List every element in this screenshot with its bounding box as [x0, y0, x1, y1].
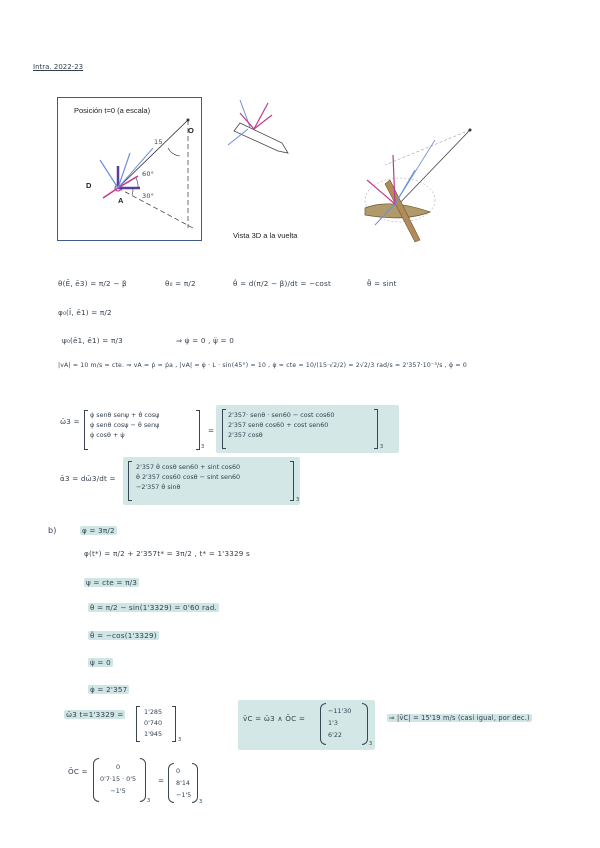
oc2-row: 8'14 [176, 779, 190, 787]
alpha-matrix [136, 462, 240, 492]
theta-ddot: θ̈ = sint [367, 279, 397, 288]
omega-left-row: φ̇ cosθ + ψ̇ [90, 431, 125, 439]
vc-row: 6'22 [328, 731, 342, 739]
t-star: φ(t*) = π/2 + 2'357t* = 3π/2 , t* = 1'3329 s [84, 549, 250, 558]
theta-def: θ(Ē, ē3) = π/2 − β [58, 279, 127, 288]
omega-right-bracket-close [374, 409, 378, 449]
psi-value-text: ψ = cte = π/3 [86, 578, 138, 587]
vc-magnitude-text: ⇒ |v̄C| = 15'19 m/s (casi igual, por dec.) [389, 714, 530, 722]
oc-label: ŌC = [68, 767, 88, 776]
basis-subscript: 3 [380, 444, 384, 450]
oc1-paren-close [140, 758, 146, 802]
basis-subscript: 3 [178, 737, 182, 743]
theta-dot-value-text: θ̇ = −cos(1'3329) [90, 631, 157, 640]
view3d-caption: Vista 3D a la vuelta [233, 231, 298, 240]
theta-initial: θ₀ = π/2 [165, 279, 196, 288]
scale-figure-drawing [58, 98, 203, 242]
omega-t-bracket-open [136, 706, 140, 742]
omega-left-matrix [90, 410, 159, 440]
basis-subscript: 3 [296, 497, 300, 503]
basis-subscript: 3 [147, 798, 151, 804]
basis-subscript: 3 [199, 799, 203, 805]
oc1-row: 0 [115, 763, 121, 771]
alpha-bracket-open [128, 461, 132, 501]
velocity-condition: |vA| = 10 m/s = cte. ⇒ vA = ṗ = ṗa , |vA| = φ̇ · L · sin(45°) = 10 , φ̇ = cte = 10/(15·√2/2) = 2√2/3 rad/s = 2'357·10⁻³/s , φ̈ = 0 [58, 362, 467, 369]
phi-value [80, 526, 117, 535]
vc-label: v̄C = ω̄3 ∧ ŌC = [243, 714, 306, 723]
phi-dot-value [88, 685, 129, 694]
omega-t-matrix [144, 707, 162, 740]
psi-dot-value [88, 658, 113, 667]
psi-dot-value-text: ψ̇ = 0 [90, 658, 111, 667]
sheet-title: Intra. 2022-23 [33, 63, 84, 71]
oc2-matrix [176, 765, 191, 801]
omega-equals: = [208, 426, 215, 435]
vc-paren-open [320, 703, 326, 745]
theta-value [88, 603, 219, 612]
alpha-label: ᾱ3 = dω̄3/dt = [60, 474, 116, 483]
vc-paren-close [362, 703, 368, 745]
alpha-row: −2'357 θ̇ sinθ [136, 483, 181, 491]
psi-derivatives: ⇒ ψ̇ = 0 , ψ̈ = 0 [176, 336, 234, 345]
vc-magnitude [387, 714, 532, 722]
basis-subscript: 3 [369, 741, 373, 747]
oc-equals: = [158, 776, 165, 785]
oc2-row: 0 [176, 767, 181, 775]
phi-value-text: φ = 3π/2 [82, 526, 115, 535]
theta-dot: θ̇ = d(π/2 − β)/dt = −cost [233, 279, 331, 288]
omega-t-bracket-close [172, 706, 176, 742]
angle-30-label: 30° [142, 192, 155, 200]
oc1-matrix [100, 761, 136, 797]
omega-right-matrix [228, 410, 334, 440]
phi-dot-value-text: φ̇ = 2'357 [90, 685, 128, 694]
oc2-paren-open [168, 763, 174, 803]
scale-figure [57, 97, 202, 241]
omega-t-row: 1'285 [144, 708, 163, 716]
psi-value [84, 578, 139, 587]
point-a-label: A [118, 196, 124, 205]
omega-right-row: 2'357 senθ cos60 + cost sen60 [228, 421, 329, 429]
oc2-row: −1'5 [176, 791, 192, 799]
vc-row: −11'30 [328, 707, 352, 715]
alpha-row: θ̇ 2'357 cos60 cosθ − sint sen60 [136, 473, 241, 481]
alpha-row: 2'357 θ̇ cosθ sen60 + sint cos60 [136, 463, 241, 471]
length-15-label: 15 [154, 138, 163, 146]
omega-left-bracket-open [84, 410, 88, 450]
oc2-paren-close [192, 763, 198, 803]
omega-left-row: φ̇ senθ senψ + θ̇ cosψ [90, 411, 160, 419]
aircraft-sketch [220, 95, 300, 165]
point-o-label: O [188, 126, 194, 135]
scale-figure-caption: Posición t=0 (a escala) [74, 106, 151, 115]
vc-row: 1'3 [328, 719, 338, 727]
oc1-paren-open [93, 758, 99, 802]
alpha-bracket-close [290, 461, 294, 501]
part-b-label: b) [48, 526, 57, 535]
vc-highlight [238, 700, 375, 750]
theta-dot-value [88, 631, 159, 640]
point-d-label: D [86, 181, 92, 190]
omega-right-bracket-open [222, 409, 226, 449]
omega-left-row: φ̇ senθ cosψ − θ̇ senψ [90, 421, 160, 429]
omega-left-bracket-close [196, 410, 200, 450]
oc1-row: −1'5 [110, 787, 126, 795]
omega-right-row: 2'357· senθ · sen60 − cost cos60 [228, 411, 335, 419]
basis-subscript: 3 [201, 444, 205, 450]
view3d-drawing [345, 100, 475, 250]
vc-matrix [328, 705, 351, 741]
omega-t-row: 1'945 [144, 730, 163, 738]
omega-t-label [64, 710, 125, 719]
omega-right-row: 2'357 cosθ [228, 431, 263, 439]
angle-60-label: 60° [142, 170, 155, 178]
omega-t-row: 0'740 [144, 719, 163, 727]
omega-label: ω̄3 = [60, 417, 80, 426]
phi-initial: φ₀(Ī, ē1) = π/2 [58, 308, 112, 317]
psi-initial: ψ₀(ē1, ē1) = π/3 [62, 336, 123, 345]
omega-t-label-text: ω̄3 t=1'3329 = [66, 710, 124, 719]
theta-value-text: θ = π/2 − sin(1'3329) = 0'60 rad. [90, 603, 218, 612]
oc1-row: 0'7·15 · 0'5 [100, 775, 137, 783]
